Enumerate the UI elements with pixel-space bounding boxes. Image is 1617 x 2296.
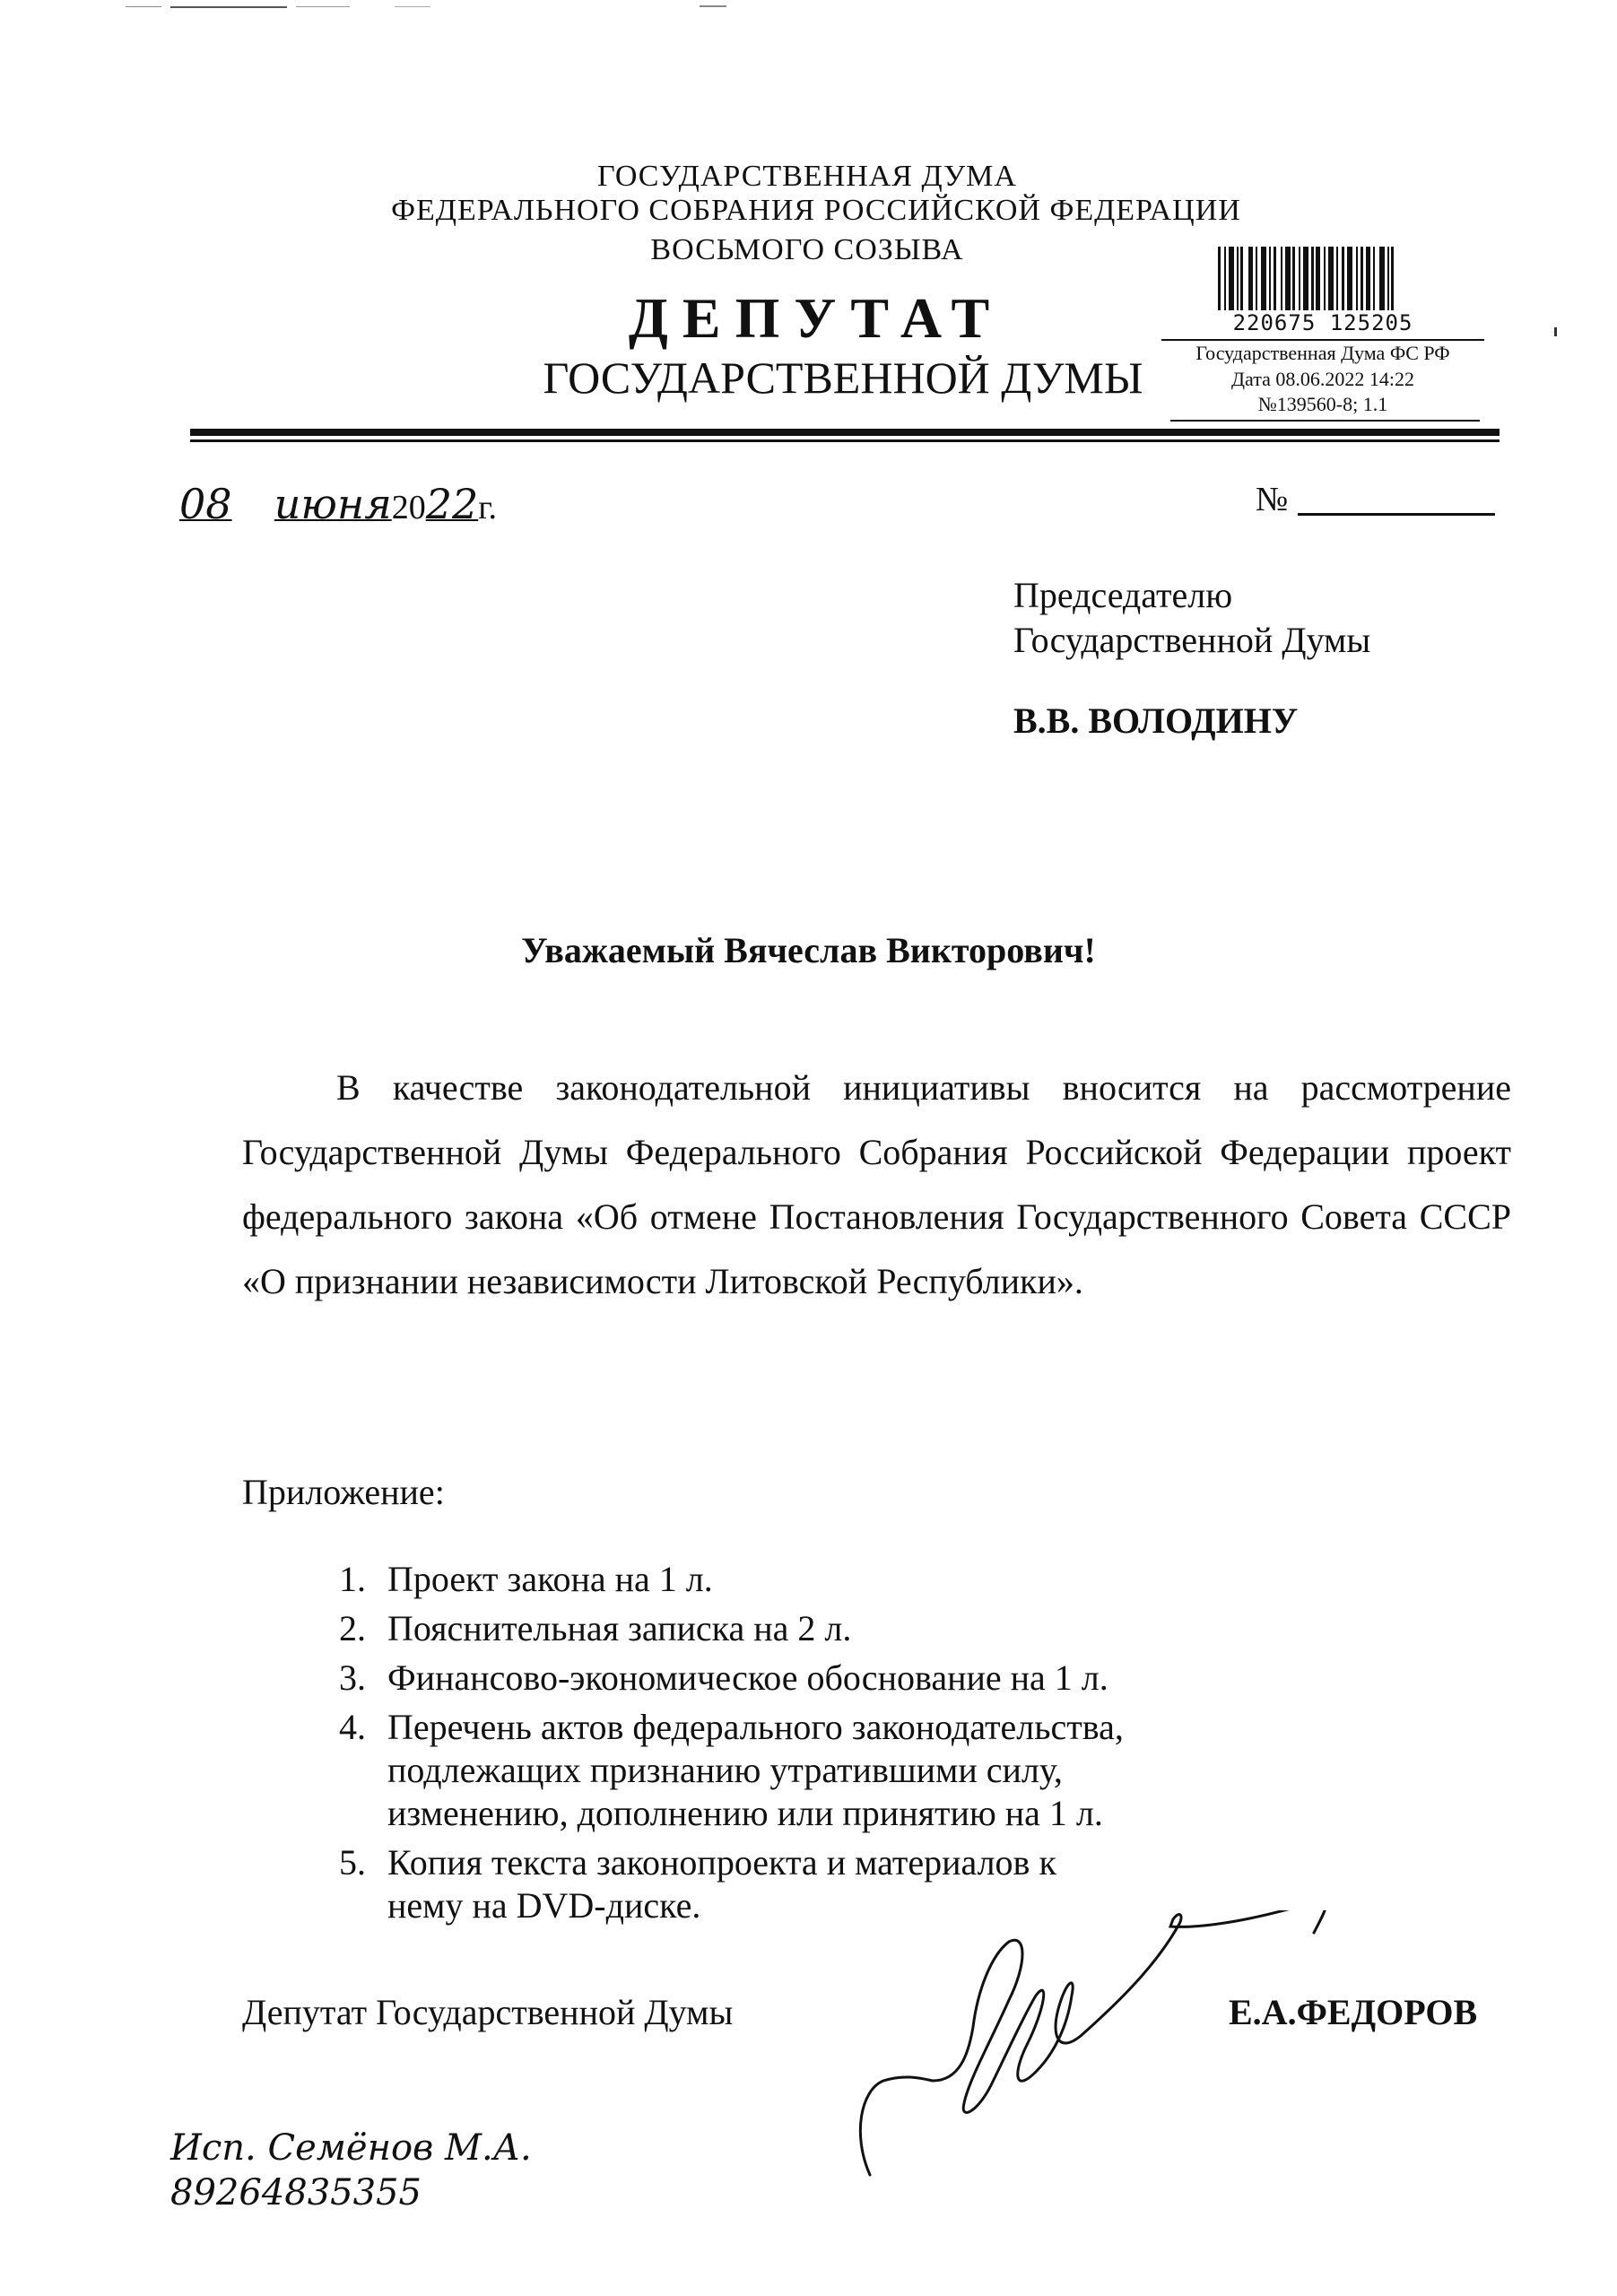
attachments-title: Приложение: [242, 1472, 445, 1512]
scan-artifact [126, 5, 843, 9]
letterhead-title: ДЕПУТАТ [628, 286, 1004, 350]
attachments-list [339, 1558, 1177, 1934]
stamp-divider-top [1161, 339, 1484, 341]
signatory-name: Е.А.ФЕДОРОВ [1229, 1992, 1478, 2032]
handwritten-signature-icon [834, 1910, 1426, 2188]
executor-phone: 89264835355 [170, 2172, 422, 2213]
outgoing-number-label: № [1256, 481, 1289, 518]
date-year-prefix: 20 [391, 489, 426, 526]
attachment-item: 4. Перечень актов федерального законодательства, подлежащих признанию утратившими силу, изменению, дополнению или принятию на 1 л. [339, 1707, 1124, 1833]
addressee-position: Председателю [1013, 575, 1233, 615]
handwritten-date [179, 480, 497, 528]
stamp-divider-bottom [1170, 420, 1480, 422]
letterhead-rule-thick [190, 429, 1500, 436]
date-year-mark: г. [478, 489, 498, 526]
greeting: Уважаемый Вячеслав Викторович! [521, 930, 1096, 970]
date-day: 08 [179, 480, 232, 528]
stamp-organization: Государственная Дума ФС РФ [1195, 342, 1450, 364]
letterhead-subtitle: ГОСУДАРСТВЕННОЙ ДУМЫ [543, 352, 1143, 403]
date-year-suffix: 22 [425, 480, 479, 528]
stamp-date: Дата 08.06.2022 14:22 [1231, 368, 1414, 390]
attachment-item: 2. Пояснительная записка на 2 л. [339, 1608, 852, 1648]
attachment-item: 1. Проект закона на 1 л. [339, 1559, 713, 1599]
signatory-position: Депутат Государственной Думы [242, 1992, 734, 2032]
letterhead-rule-thin [190, 439, 1500, 442]
attachment-item: 3. Финансово-экономическое обоснование на 1 л. [339, 1657, 1108, 1698]
executor-name: Исп. Семёнов М.А. [170, 2127, 532, 2169]
date-month: июня [274, 480, 392, 528]
org-name-line-2: ФЕДЕРАЛЬНОГО СОБРАНИЯ РОССИЙСКОЙ ФЕДЕРАЦИИ [391, 194, 1241, 227]
addressee-organization: Государственной Думы [1013, 620, 1371, 660]
addressee-name: В.В. ВОЛОДИНУ [1013, 700, 1299, 741]
outgoing-number-field [1298, 513, 1495, 516]
executor-note [170, 2126, 532, 2215]
stamp-number: №139560-8; 1.1 [1257, 393, 1388, 415]
org-name-line-3: ВОСЬМОГО СОЗЫВА [650, 233, 964, 266]
main-paragraph: В качестве законодательной инициативы вносится на рассмотрение Государственной Думы Федерального Собрания Российской Федерации проект федерального закона «Об отмене Постановления Государственного Совета СССР «О признании независимости Литовской Республики». [242, 1067, 1511, 1301]
barcode-number: 220675 125205 [1211, 310, 1435, 335]
attachment-item: 5. Копия текста законопроекта и материалов к нему на DVD-диске. [339, 1842, 1056, 1926]
org-name-line-1: ГОСУДАРСТВЕННАЯ ДУМА [597, 160, 1017, 193]
scan-mark [1554, 327, 1557, 336]
